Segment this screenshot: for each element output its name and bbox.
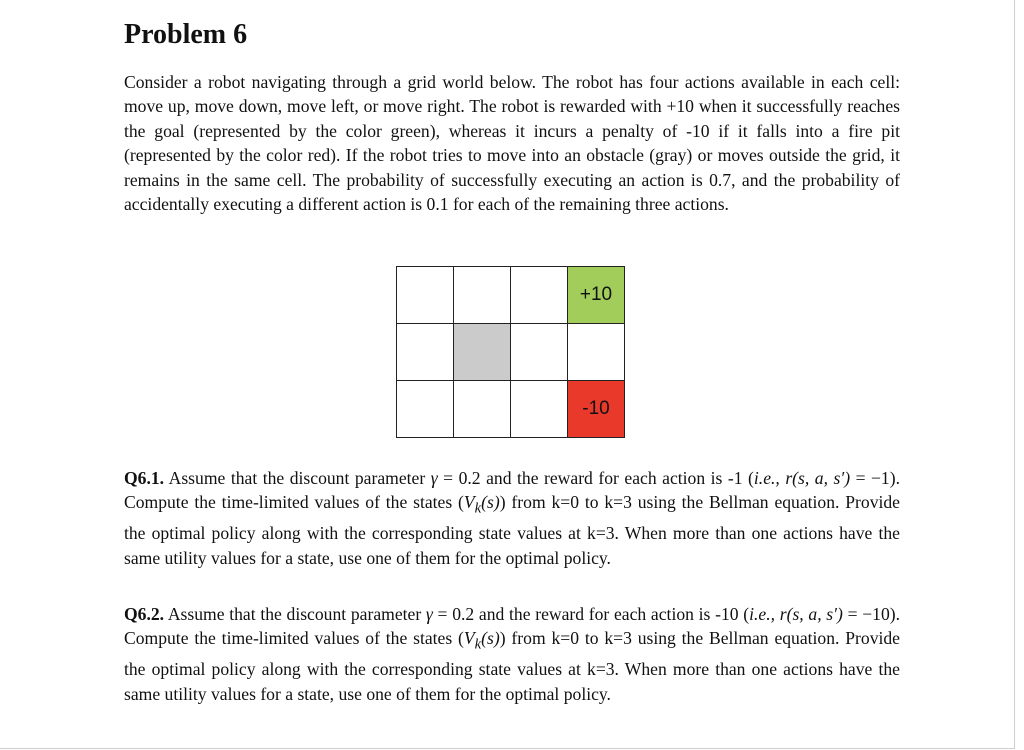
value-argument: (s) bbox=[481, 628, 500, 649]
grid-cell-r2-c3 bbox=[511, 324, 568, 381]
goal-cell: +10 bbox=[568, 267, 625, 324]
gamma-symbol: γ bbox=[425, 604, 433, 624]
gamma-symbol: γ bbox=[430, 468, 438, 488]
grid-cell-r1-c2 bbox=[454, 267, 511, 324]
question-text: ) from k=0 to k=3 using the Bellman equation. Provide the optimal policy along with the corresponding state values at k=3. When more than one actions have the same utility values for a state, use one of them for the optimal policy. bbox=[124, 492, 900, 568]
question-6-1 bbox=[124, 466, 900, 570]
reward-function: r(s, a, s′) bbox=[779, 604, 843, 624]
problem-intro: Consider a robot navigating through a grid world below. The robot has four actions available in each cell: move up, move down, move left, or move right. The robot is rewarded with +10 when it successfully reaches the goal (represented by the color green), whereas it incurs a penalty of -10 if it falls into a fire pit (represented by the color red). If the robot tries to move into an obstacle (gray) or moves outside the grid, it remains in the same cell. The probability of successfully executing an action is 0.7, and the probability of accidentally executing a different action is 0.1 for each of the remaining three actions. bbox=[124, 72, 900, 215]
question-text: = −1). Compute the time-limited values of the states ( bbox=[124, 468, 900, 513]
value-argument: (s) bbox=[481, 492, 500, 513]
value-symbol: V bbox=[463, 492, 475, 513]
grid-cell-r1-c3 bbox=[511, 267, 568, 324]
value-subscript: k bbox=[474, 500, 482, 517]
fire-pit-cell: -10 bbox=[568, 381, 625, 438]
grid-cell-r3-c3 bbox=[511, 381, 568, 438]
question-6-2 bbox=[124, 602, 900, 706]
grid-world bbox=[396, 266, 625, 438]
grid-cell-r2-c1 bbox=[397, 324, 454, 381]
question-text: = 0.2 and the reward for each action is -1 ( bbox=[437, 468, 754, 488]
question-text: = −10). Compute the time-limited values of the states ( bbox=[124, 604, 900, 649]
grid-cell-r3-c1 bbox=[397, 381, 454, 438]
question-text: ) from k=0 to k=3 using the Bellman equation. Provide the optimal policy along with the corresponding state values at k=3. When more than one actions have the same utility values for a state, use one of them for the optimal policy. bbox=[124, 628, 900, 704]
question-text: Assume that the discount parameter bbox=[164, 604, 426, 624]
question-label: Q6.2. bbox=[124, 604, 165, 624]
obstacle-cell bbox=[454, 324, 511, 381]
grid-cell-r2-c4 bbox=[568, 324, 625, 381]
question-text: = 0.2 and the reward for each action is -10 ( bbox=[432, 604, 750, 624]
question-text: Assume that the discount parameter bbox=[164, 468, 431, 488]
question-label: Q6.1. bbox=[124, 468, 165, 488]
grid-cell-r1-c1 bbox=[397, 267, 454, 324]
value-symbol: V bbox=[463, 628, 475, 649]
ie-text: i.e., bbox=[749, 604, 776, 624]
grid-cell-r3-c2 bbox=[454, 381, 511, 438]
problem-title: Problem 6 bbox=[124, 19, 248, 50]
reward-function: r(s, a, s′) bbox=[785, 468, 851, 488]
value-subscript: k bbox=[474, 636, 482, 653]
ie-text: i.e., bbox=[753, 468, 780, 488]
